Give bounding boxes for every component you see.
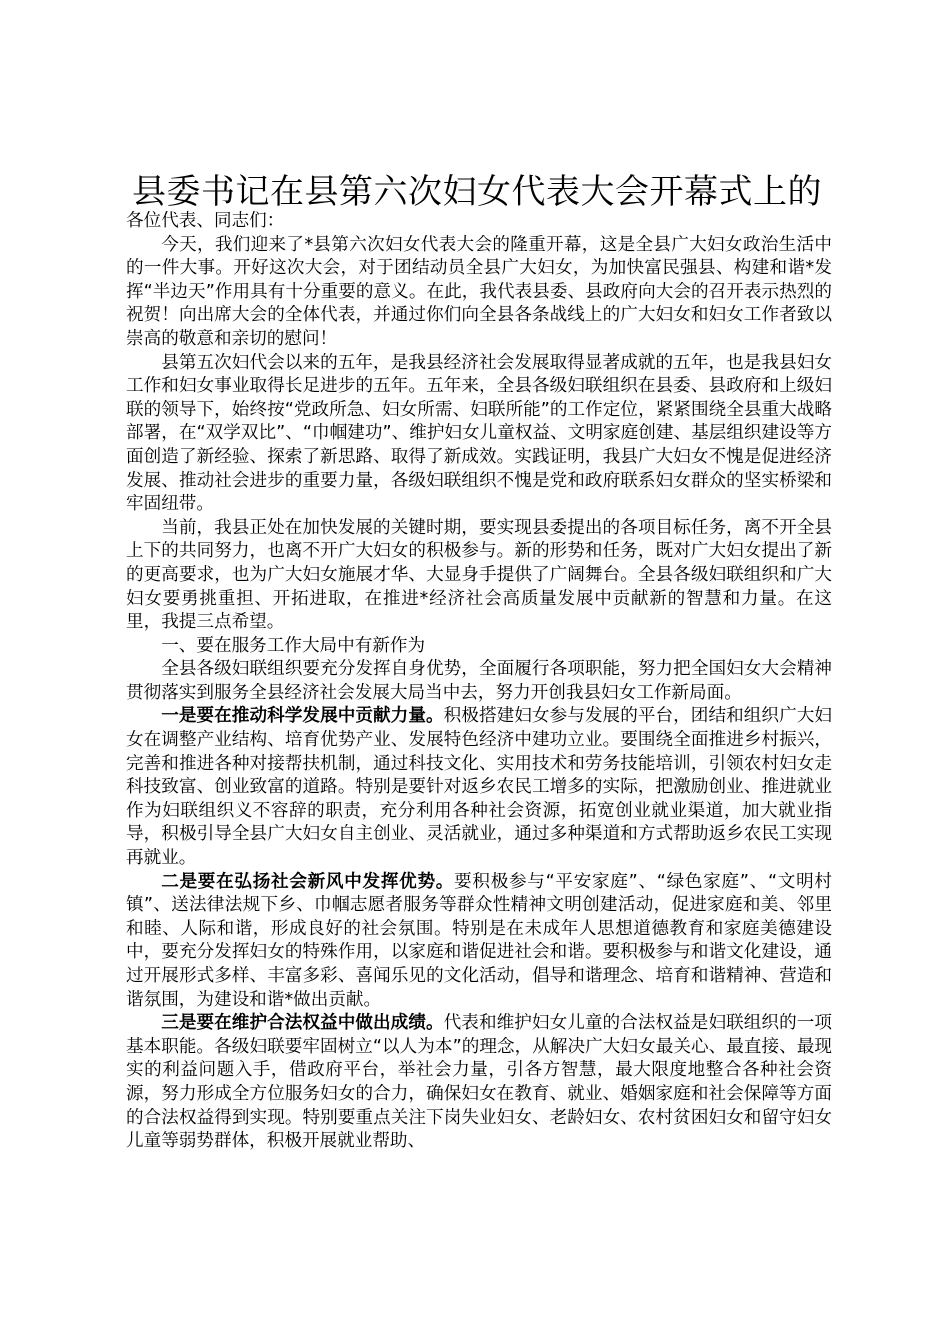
paragraph-section-intro: 全县各级妇联组织要充分发挥自身优势，全面履行各项职能，努力把全国妇女大会精神贯彻落实到服务全县经济社会发展大局当中去，努力开创我县妇女工作新局面。 — [126, 659, 832, 703]
point-3-lead: 三是要在维护合法权益中做出成绩。 — [161, 1013, 444, 1034]
point-3 — [126, 1012, 832, 1154]
paragraph-current-situation: 当前，我县正处在加快发展的关键时期，要实现县委提出的各项目标任务，离不开全县上下的共同努力，也离不开广大妇女的积极参与。新的形势和任务，既对广大妇女提出了新的更高要求，也为广大妇女施展才华、大显身手提供了广阔舞台。全县各级妇联组织和广大妇女要勇挑重担、开拓进取，在推进*经济社会高质量发展中贡献新的智慧和力量。在这里，我提三点希望。 — [126, 517, 832, 633]
point-1 — [126, 705, 832, 870]
section-heading-1: 一、要在服务工作大局中有新作为 — [161, 635, 426, 656]
point-2-lead: 二是要在弘扬社会新风中发挥优势。 — [161, 871, 455, 892]
point-1-lead: 一是要在推动科学发展中贡献力量。 — [161, 706, 444, 727]
point-1-text: 积极搭建妇女参与发展的平台，团结和组织广大妇女在调整产业结构、培育优势产业、发展特色经济中建功立业。要围绕全面推进乡村振兴，完善和推进各种对接帮扶机制，通过科技文化、实用技术和劳务技能培训，引领农村妇女走科技致富、创业致富的道路。特别是要针对返乡农民工增多的实际，把激励创业、推进就业作为妇联组织义不容辞的职责，充分利用各种社会资源，拓宽创业就业渠道，加大就业指导，积极引导全县广大妇女自主创业、灵活就业，通过多种渠道和方式帮助返乡农民工实现再就业。 — [126, 706, 832, 869]
paragraph-achievements: 县第五次妇代会以来的五年，是我县经济社会发展取得显著成就的五年，也是我县妇女工作和妇女事业取得长足进步的五年。五年来，全县各级妇联组织在县委、县政府和上级妇联的领导下，始终按“党政所急、妇女所需、妇联所能”的工作定位，紧紧围绕全县重大战略部署，在“双学双比”、“巾帼建功”、维护妇女儿童权益、文明家庭创建、基层组织建设等方面创造了新经验、探索了新思路、取得了新成效。实践证明，我县广大妇女不愧是促进经济发展、推动社会进步的重要力量，各级妇联组织不愧是党和政府联系妇女群众的坚实桥梁和牢固纽带。 — [126, 352, 832, 515]
point-3-text: 代表和维护妇女儿童的合法权益是妇联组织的一项基本职能。各级妇联要牢固树立“以人为本”的理念，从解决广大妇女最关心、最直接、最现实的利益问题入手，借政府平台，举社会力量，引各方智慧，最大限度地整合各种社会资源，努力形成全方位服务妇女的合力，确保妇女在教育、就业、婚姻家庭和社会保障等方面的合法权益得到实现。特别要重点关注下岗失业妇女、老龄妇女、农村贫困妇女和留守妇女儿童等弱势群体，积极开展就业帮助、 — [126, 1013, 832, 1152]
document-body — [126, 210, 832, 1154]
paragraph-opening: 今天，我们迎来了*县第六次妇女代表大会的隆重开幕，这是全县广大妇女政治生活中的一件大事。开好这次大会，对于团结动员全县广大妇女，为加快富民强县、构建和谐*发挥“半边天”作用具有十分重要的意义。在此，我代表县委、县政府向大会的召开表示热烈的祝贺！向出席大会的全体代表，并通过你们向全县各条战线上的广大妇女和妇女工作者致以崇高的敬意和亲切的慰问！ — [126, 234, 832, 349]
point-2-text: 要积极参与“平安家庭”、“绿色家庭”、“文明村镇”、送法律法规下乡、巾帼志愿者服务等群众性精神文明创建活动，促进家庭和美、邻里和睦、人际和谐，形成良好的社会氛围。特别是在未成年人思想道德教育和家庭美德建设中，要充分发挥妇女的特殊作用，以家庭和谐促进社会和谐。要积极参与和谐文化建设，通过开展形式多样、丰富多彩、喜闻乐见的文化活动，倡导和谐理念、培育和谐精神、营造和谐氛围，为建设和谐*做出贡献。 — [126, 871, 832, 1010]
point-2 — [126, 871, 832, 1013]
document-title: 县委书记在县第六次妇女代表大会开幕式上的 — [132, 172, 822, 212]
salutation: 各位代表、同志们： — [126, 211, 285, 231]
